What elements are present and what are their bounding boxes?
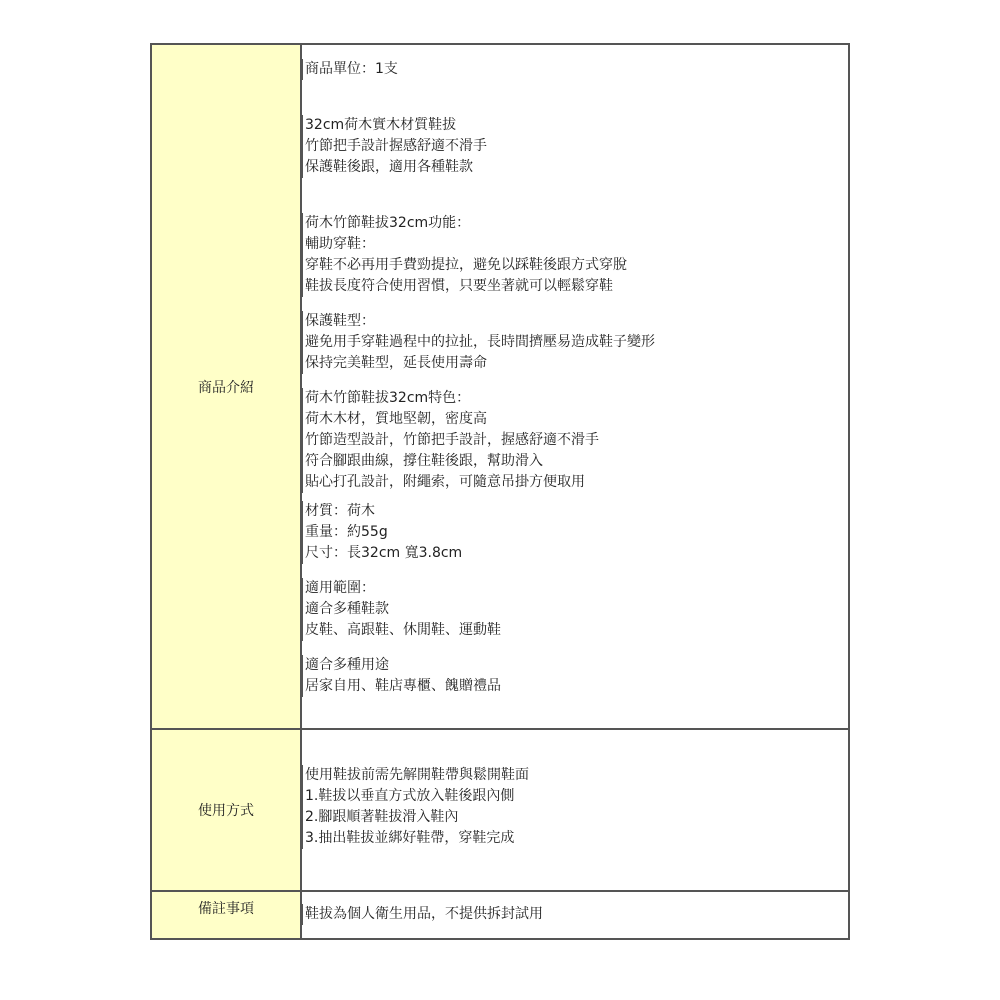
table-row-usage [151, 729, 849, 891]
row-label-notes: 備註事項 [151, 891, 301, 939]
usage-step-1: 1.鞋拔以垂直方式放入鞋後跟內側 [302, 786, 848, 807]
scope-title: 適用範圍： [302, 578, 848, 599]
usage-line-1: 居家自用、鞋店專櫃、餽贈禮品 [302, 676, 848, 697]
row-content-usage [301, 729, 849, 891]
product-spec-table [150, 43, 850, 940]
usage-intro: 使用鞋拔前需先解開鞋帶與鬆開鞋面 [302, 765, 848, 786]
note-text: 鞋拔為個人衛生用品，不提供拆封試用 [302, 904, 848, 925]
feature-line-2: 竹節造型設計，竹節把手設計，握感舒適不滑手 [302, 430, 848, 451]
table-row-notes [151, 891, 849, 939]
spec-material: 材質：荷木 [302, 501, 848, 522]
spec-weight: 重量：約55g [302, 522, 848, 543]
row-label-usage: 使用方式 [151, 729, 301, 891]
spec-size: 尺寸：長32cm 寬3.8cm [302, 543, 848, 564]
function-assist-line-1: 穿鞋不必再用手費勁提拉，避免以踩鞋後跟方式穿脫 [302, 255, 848, 276]
feature-line-1: 荷木木材，質地堅韌，密度高 [302, 409, 848, 430]
feature-line-4: 貼心打孔設計，附繩索，可隨意吊掛方便取用 [302, 472, 848, 493]
usage-step-3: 3.抽出鞋拔並綁好鞋帶，穿鞋完成 [302, 828, 848, 849]
function-assist-line-2: 鞋拔長度符合使用習慣，只要坐著就可以輕鬆穿鞋 [302, 276, 848, 297]
scope-line-2: 皮鞋、高跟鞋、休閒鞋、運動鞋 [302, 620, 848, 641]
intro-line-3: 保護鞋後跟，適用各種鞋款 [302, 157, 848, 178]
row-content-intro [301, 44, 849, 729]
usage-title: 適合多種用途 [302, 655, 848, 676]
intro-line-2: 竹節把手設計握感舒適不滑手 [302, 136, 848, 157]
function-title: 荷木竹節鞋拔32cm功能： [302, 213, 848, 234]
feature-line-3: 符合腳跟曲線，撐住鞋後跟，幫助滑入 [302, 451, 848, 472]
table-row-intro [151, 44, 849, 729]
feature-title: 荷木竹節鞋拔32cm特色： [302, 388, 848, 409]
scope-line-1: 適合多種鞋款 [302, 599, 848, 620]
unit-text: 商品單位：1支 [302, 59, 848, 80]
function-protect-line-1: 避免用手穿鞋過程中的拉扯，長時間擠壓易造成鞋子變形 [302, 332, 848, 353]
row-label-intro: 商品介紹 [151, 44, 301, 729]
intro-line-1: 32cm荷木實木材質鞋拔 [302, 115, 848, 136]
row-content-notes [301, 891, 849, 939]
usage-step-2: 2.腳跟順著鞋拔滑入鞋內 [302, 807, 848, 828]
function-protect-line-2: 保持完美鞋型，延長使用壽命 [302, 353, 848, 374]
function-assist-title: 輔助穿鞋： [302, 234, 848, 255]
function-protect-title: 保護鞋型： [302, 311, 848, 332]
